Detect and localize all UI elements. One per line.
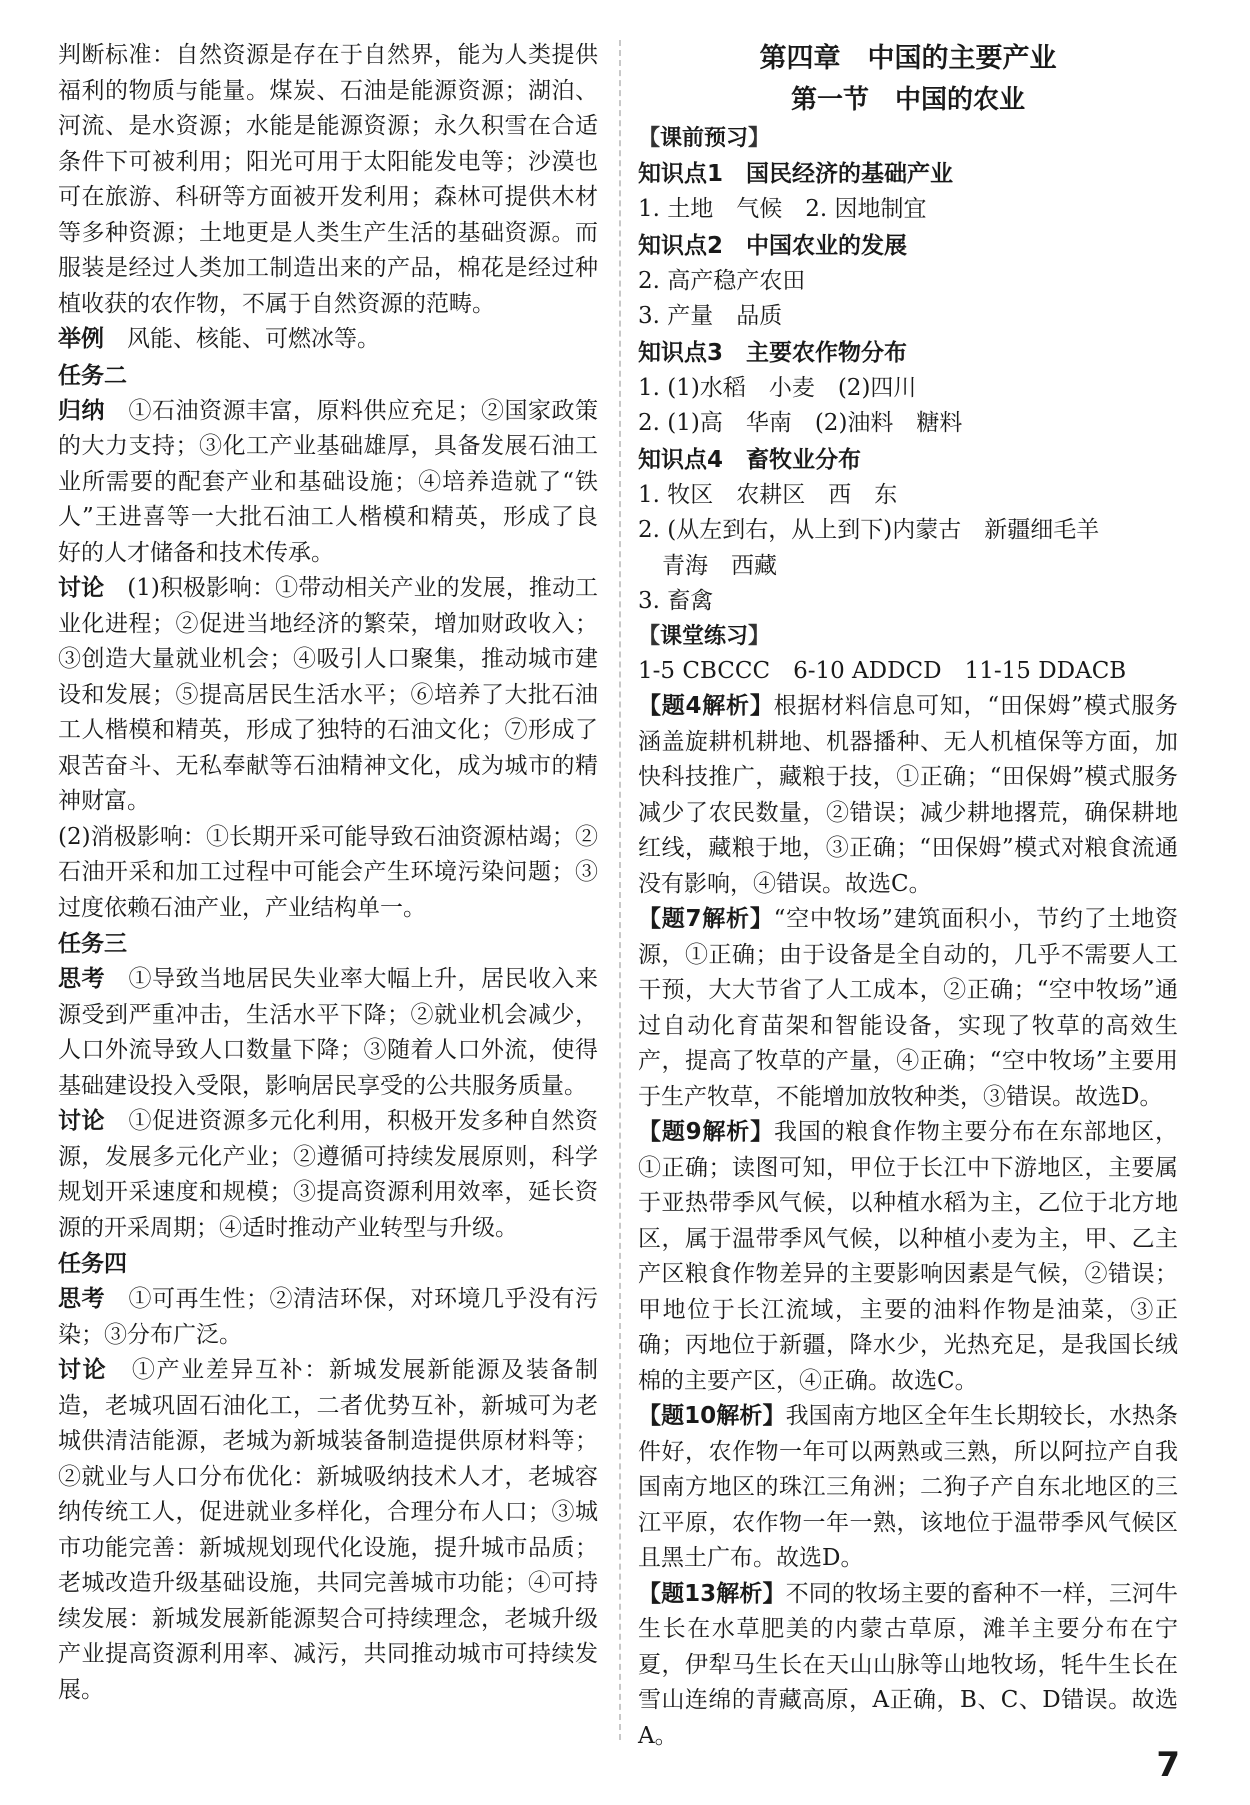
- task-two-discussion: [58, 571, 598, 820]
- knowledge-point-4-answer-a: 1. 牧区 农耕区 西 东: [638, 481, 898, 508]
- page-number: 7: [1156, 1745, 1180, 1785]
- example-text: 风能、核能、可燃冰等。: [127, 326, 380, 352]
- question-4-analysis: [638, 689, 1178, 902]
- knowledge-point-4-answer-d: 3. 畜禽: [638, 588, 714, 614]
- answer-key: 1-5 CBCCC 6-10 ADDCD 11-15 DDACB: [638, 657, 1127, 684]
- analysis-text: 我国南方地区全年生长期较长，水热条件好，农作物一年可以两熟或三熟，所以阿拉产自我国南方地区的珠江三角洲；二狗子产自东北地区的三江平原，农作物一年一熟，该地位于温带季风气候区且黑土广布。故选D。: [638, 1403, 1179, 1571]
- task-two-negative: (2)消极影响：①长期开采可能导致石油资源枯竭；②石油开采和加工过程中可能会产生环境污染问题；③过度依赖石油产业，产业结构单一。: [58, 823, 598, 921]
- question-13-analysis: [638, 1577, 1178, 1755]
- task-three-discussion: [58, 1104, 598, 1246]
- analysis-label: 【题9解析】: [638, 1119, 774, 1145]
- discussion-label: 讨论: [58, 1108, 105, 1134]
- analysis-label: 【题13解析】: [638, 1580, 786, 1607]
- task-four-heading: 任务四: [58, 1251, 127, 1277]
- task-three-think: [58, 962, 598, 1104]
- discussion-label: 讨论: [58, 575, 105, 601]
- example-paragraph: [58, 322, 598, 358]
- practice-tag: 【课堂练习】: [638, 623, 771, 649]
- think-text: ①可再生性；②清洁环保，对环境几乎没有污染；③分布广泛。: [58, 1286, 598, 1348]
- discussion-text-positive: (1)积极影响：①带动相关产业的发展，推动工业化进程；②促进当地经济的繁荣，增加财政收入；③创造大量就业机会；④吸引人口聚集，推动城市建设和发展；⑤提高居民生活水平；⑥培养了大批石油工人楷模和精英，形成了独特的石油文化；⑦形成了艰苦奋斗、无私奉献等石油精神文化，成为城市的精神财富。: [58, 575, 599, 814]
- analysis-label: 【题10解析】: [638, 1403, 786, 1429]
- knowledge-point-3-title: 知识点3 主要农作物分布: [638, 339, 908, 366]
- knowledge-point-1-answer: 1. 土地 气候 2. 因地制宜: [638, 196, 927, 222]
- example-label: 举例: [58, 326, 104, 352]
- task-two-summary: [58, 394, 598, 572]
- analysis-label: 【题7解析】: [638, 906, 774, 932]
- column-divider: [619, 40, 621, 1740]
- task-four-discussion: [58, 1353, 598, 1708]
- knowledge-point-2-answer-a: 2. 高产稳产农田: [638, 267, 806, 294]
- question-9-analysis: [638, 1115, 1178, 1399]
- discussion-label: 讨论: [58, 1357, 108, 1383]
- chapter-title: 第四章 中国的主要产业: [759, 43, 1057, 74]
- right-column: [638, 38, 1178, 1754]
- analysis-text: 根据材料信息可知，“田保姆”模式服务涵盖旋耕机耕地、机器播种、无人机植保等方面，加快科技推广，藏粮于技，①正确；“田保姆”模式服务减少了农民数量，②错误；减少耕地撂荒，确保耕地红线，藏粮于地，③正确；“田保姆”模式对粮食流通没有影响，④错误。故选C。: [638, 693, 1178, 897]
- knowledge-point-2-answer-b: 3. 产量 品质: [638, 303, 783, 329]
- criteria-paragraph: 判断标准：自然资源是存在于自然界，能为人类提供福利的物质与能量。煤炭、石油是能源资源；湖泊、河流、是水资源；水能是能源资源；永久积雪在合适条件下可被利用；阳光可用于太阳能发电等；沙漠也可在旅游、科研等方面被开发利用；森林可提供木材等多种资源；土地更是人类生产生活的基础资源。而服装是经过人类加工制造出来的产品，棉花是经过种植收获的农作物，不属于自然资源的范畴。: [58, 42, 598, 317]
- discussion-text: ①促进资源多元化利用，积极开发多种自然资源，发展多元化产业；②遵循可持续发展原则，科学规划开采速度和规模；③提高资源利用效率，延长资源的开采周期；④适时推动产业转型与升级。: [58, 1108, 598, 1241]
- knowledge-point-4-answer-b: 2. (从左到右，从上到下)内蒙古 新疆细毛羊: [638, 517, 1100, 543]
- think-text: ①导致当地居民失业率大幅上升，居民收入来源受到严重冲击，生活水平下降；②就业机会减少，人口外流导致人口数量下降；③随着人口外流，使得基础建设投入受限，影响居民享受的公共服务质量。: [58, 966, 598, 1099]
- analysis-text: “空中牧场”建筑面积小，节约了土地资源，①正确；由于设备是全自动的，几乎不需要人工干预，大大节省了人工成本，②正确；“空中牧场”通过自动化育苗架和智能设备，实现了牧草的高效生产，提高了牧草的产量，④正确；“空中牧场”主要用于生产牧草，不能增加放牧种类，③错误。故选D。: [638, 906, 1178, 1110]
- knowledge-point-3-answer-a: 1. (1)水稻 小麦 (2)四川: [638, 374, 917, 401]
- analysis-label: 【题4解析】: [638, 693, 774, 719]
- left-column: [58, 38, 598, 1708]
- question-7-analysis: [638, 902, 1178, 1115]
- section-title: 第一节 中国的农业: [790, 85, 1025, 115]
- analysis-text: 不同的牧场主要的畜种不一样，三河牛生长在水草肥美的内蒙古草原，滩羊主要分布在宁夏，伊犁马生长在天山山脉等山地牧场，牦牛生长在雪山连绵的青藏高原，A正确，B、C、D错误。故选A。: [638, 1580, 1179, 1749]
- knowledge-point-3-answer-b: 2. (1)高 华南 (2)油料 糖料: [638, 410, 963, 436]
- think-label: 思考: [58, 1286, 105, 1312]
- task-four-think: [58, 1282, 598, 1353]
- analysis-text: 我国的粮食作物主要分布在东部地区，①正确；读图可知，甲位于长江中下游地区，主要属于亚热带季风气候，以种植水稻为主，乙位于北方地区，属于温带季风气候，以种植小麦为主，甲、乙主产区粮食作物差异的主要影响因素是气候，②错误；甲地位于长江流域，主要的油料作物是油菜，③正确；丙地位于新疆，降水少，光热充足，是我国长绒棉的主要产区，④正确。故选C。: [638, 1119, 1179, 1394]
- knowledge-point-4-title: 知识点4 畜牧业分布: [638, 446, 862, 473]
- knowledge-point-4-answer-c: 青海 西藏: [662, 552, 777, 579]
- knowledge-point-2-title: 知识点2 中国农业的发展: [638, 232, 908, 259]
- think-label: 思考: [58, 966, 105, 992]
- summary-text: ①石油资源丰富，原料供应充足；②国家政策的大力支持；③化工产业基础雄厚，具备发展石油工业所需要的配套产业和基础设施；④培养造就了“铁人”王进喜等一大批石油工人楷模和精英，形成了良好的人才储备和技术传承。: [58, 397, 598, 566]
- summary-label: 归纳: [58, 397, 105, 424]
- task-three-heading: 任务三: [58, 931, 127, 957]
- question-10-analysis: [638, 1399, 1178, 1577]
- discussion-text: ①产业差异互补：新城发展新能源及装备制造，老城巩固石油化工，二者优势互补，新城可为老城供清洁能源，老城为新城装备制造提供原材料等；②就业与人口分布优化：新城吸纳技术人才，老城容纳传统工人，促进就业多样化，合理分布人口；③城市功能完善：新城规划现代化设施，提升城市品质；老城改造升级基础设施，共同完善城市功能；④可持续发展：新城发展新能源契合可持续理念，老城升级产业提高资源利用率、减污，共同推动城市可持续发展。: [58, 1357, 599, 1703]
- knowledge-point-1-title: 知识点1 国民经济的基础产业: [638, 161, 954, 187]
- preview-tag: 【课前预习】: [638, 126, 771, 151]
- practice-tag-label: 课堂练习: [660, 623, 749, 649]
- task-two-heading: 任务二: [58, 362, 127, 389]
- preview-tag-label: 课前预习: [660, 126, 749, 151]
